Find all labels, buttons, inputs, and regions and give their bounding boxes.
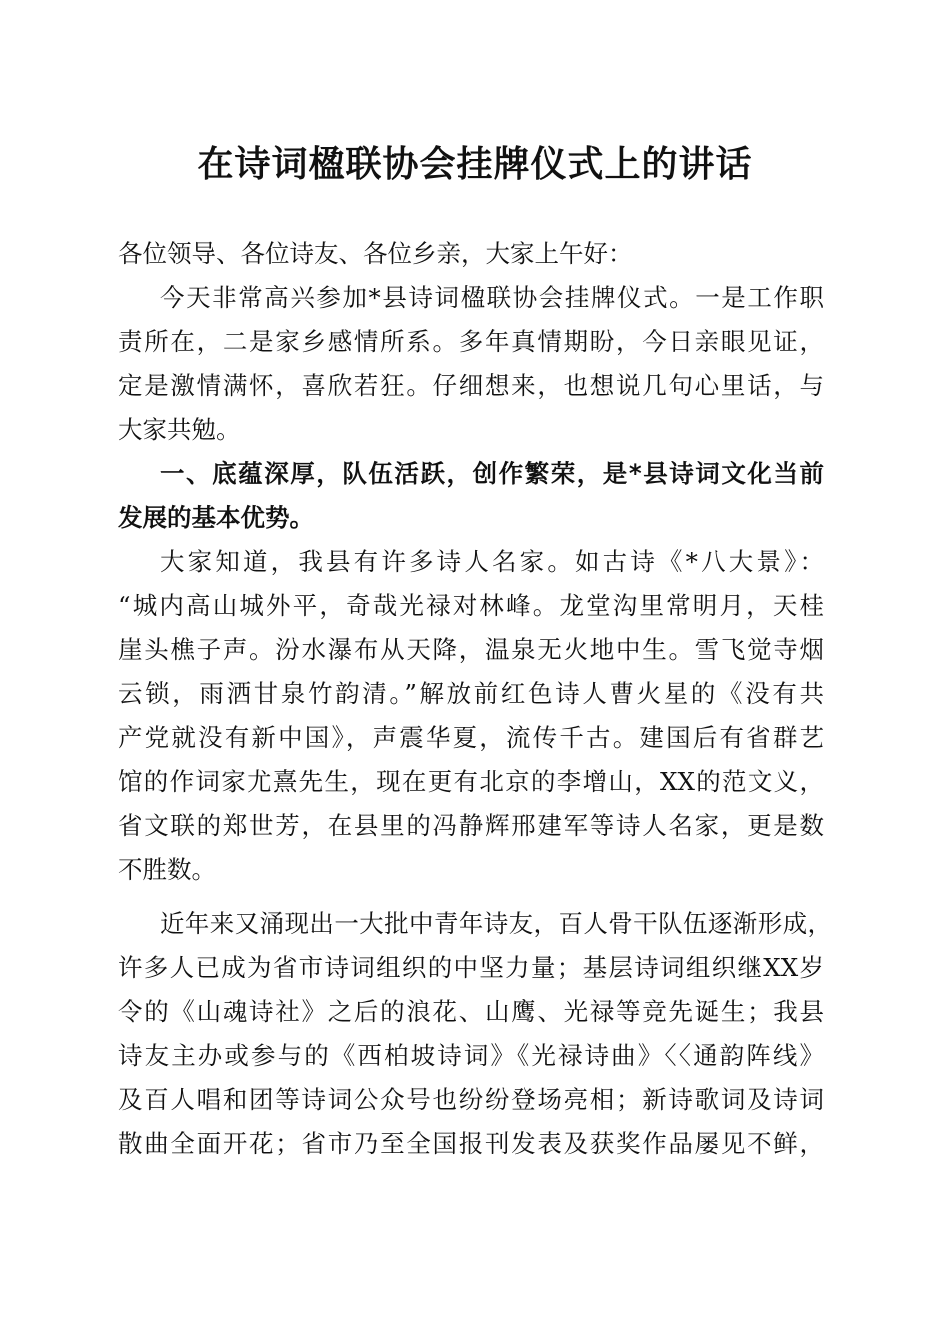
paragraph-2-line-5: 产党就没有新中国》，声震华夏，流传千古。建国后有省群艺 [118,723,824,752]
paragraph-3-line-4: 诗友主办或参与的《西柏坡诗词》《光禄诗曲》〈〈通韵阵线》 [118,1041,824,1070]
paragraph-2-line-6: 馆的作词家尤熹先生，现在更有北京的李增山，XX的范文义， [118,767,824,796]
paragraph-2-line-8: 不胜数。 [118,855,216,884]
paragraph-3-line-5: 及百人唱和团等诗词公众号也纷纷登场亮相；新诗歌词及诗词 [118,1085,824,1114]
section-heading-line-2: 发展的基本优势。 [118,503,314,532]
paragraph-3-line-6: 散曲全面开花；省市乃至全国报刊发表及获奖作品屡见不鲜， [118,1129,824,1158]
paragraph-3-line-1: 近年来又涌现出一大批中青年诗友，百人骨干队伍逐渐形成， [160,909,832,938]
paragraph-1-line-1: 今天非常高兴参加*县诗词楹联协会挂牌仪式。一是工作职 [160,283,824,312]
paragraph-3-line-3: 令的《山魂诗社》之后的浪花、山鹰、光禄等竞先诞生；我县 [118,997,824,1026]
paragraph-2-line-4: 云锁，雨洒甘泉竹韵清。”解放前红色诗人曹火星的《没有共 [118,679,824,708]
section-heading-line-1: 一、底蕴深厚，队伍活跃，创作繁荣，是*县诗词文化当前 [160,459,824,488]
paragraph-2-line-2: “城内高山城外平，奇哉光禄对林峰。龙堂沟里常明月，天桂 [118,591,824,620]
paragraph-1-line-2: 责所在，二是家乡感情所系。多年真情期盼，今日亲眼见证， [118,327,824,356]
greeting: 各位领导、各位诗友、各位乡亲，大家上午好： [118,239,633,268]
paragraph-2-line-3: 崖头樵子声。汾水瀑布从天降，温泉无火地中生。雪飞觉寺烟 [118,635,824,664]
paragraph-1-line-3: 定是激情满怀，喜欣若狂。仔细想来，也想说几句心里话，与 [118,371,824,400]
paragraph-2-line-1: 大家知道，我县有许多诗人名家。如古诗《*八大景》： [160,547,824,576]
paragraph-2-line-7: 省文联的郑世芳，在县里的冯静辉邢建军等诗人名家，更是数 [118,811,824,840]
paragraph-3-line-2: 许多人已成为省市诗词组织的中坚力量；基层诗词组织继XX岁 [118,953,824,982]
document-title: 在诗词楹联协会挂牌仪式上的讲话 [197,143,753,185]
paragraph-1-line-4: 大家共勉。 [118,415,241,444]
